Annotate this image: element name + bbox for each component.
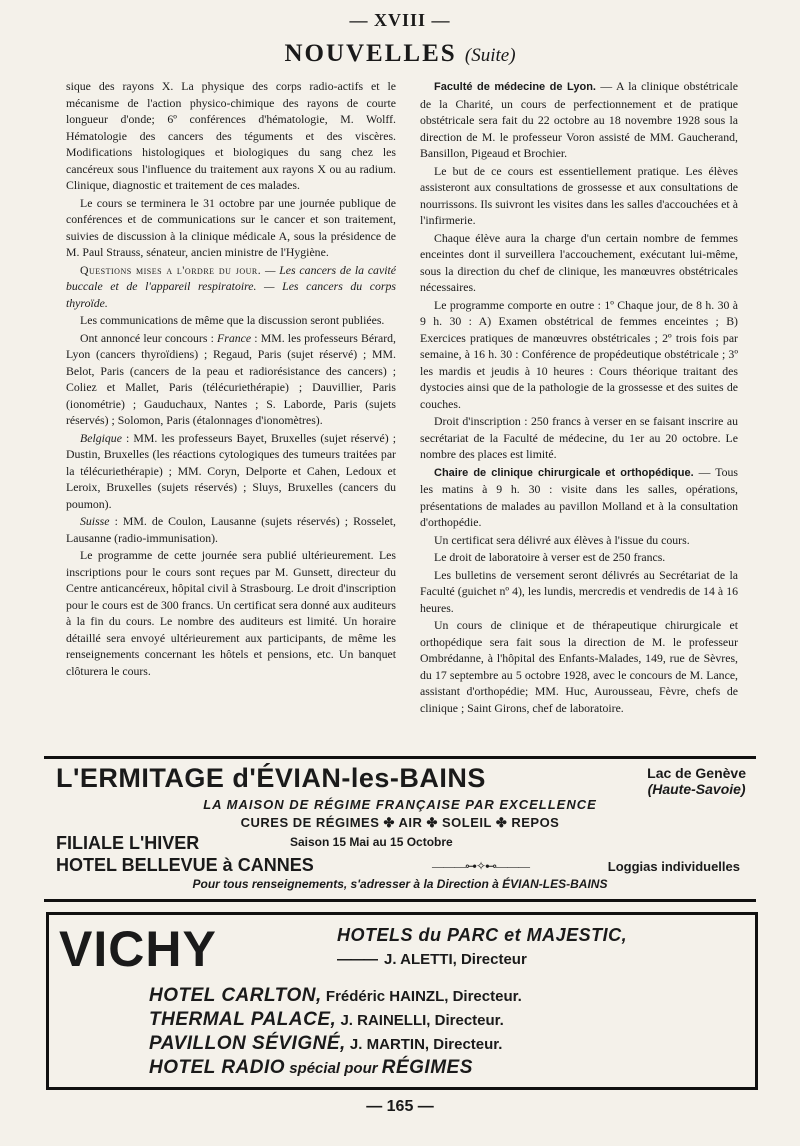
section-title: [0, 40, 800, 68]
chaire-label: Chaire de clinique chirurgicale et orthopédique.: [434, 466, 694, 479]
suisse-text: : MM. de Coulon, Lausanne (sujets réservés) ; Rosselet, Lausanne (radio-immunisation).: [66, 514, 396, 545]
hotel-name: HOTEL CARLTON,: [149, 985, 322, 1006]
ad-vichy-carlton: [149, 985, 522, 1007]
ad-ermitage-cures: CURES DE RÉGIMES ✤ AIR ✤ SOLEIL ✤ REPOS: [240, 815, 560, 830]
paragraph: Un certificat sera délivré aux élèves à l'issue du cours.: [434, 532, 690, 547]
hotel-name: HOTEL RADIO: [149, 1057, 286, 1078]
hotel-name: THERMAL PALACE,: [149, 1009, 337, 1030]
dash-ornament: ———: [337, 951, 376, 968]
radio-regimes: RÉGIMES: [381, 1057, 473, 1078]
lac-text: Lac de Genève: [647, 765, 746, 781]
paragraph-belgique: [66, 430, 396, 513]
ad-ermitage-filiale: FILIALE L'HIVER: [56, 833, 200, 853]
ad-vichy-hotels: [46, 912, 758, 1090]
ad-ermitage-name: L'ERMITAGE d'ÉVIAN-les-BAINS: [56, 763, 486, 793]
title-main: NOUVELLES: [284, 40, 457, 67]
left-column: [66, 78, 396, 750]
intro-text: Ont annoncé leur concours :: [80, 330, 218, 345]
ad-vichy-radio: [149, 1057, 473, 1079]
ad-ermitage-loggias: Loggias individuelles: [607, 859, 740, 874]
paragraph-questions: [66, 262, 396, 312]
folio-roman: — XVIII —: [349, 10, 451, 30]
suisse-label: Suisse: [80, 514, 110, 528]
ad-ermitage-contact: Pour tous renseignements, s'adresser à la Direction à ÉVIAN-LES-BAINS: [192, 877, 608, 891]
paragraph: Droit d'inscription : 250 francs à verser en se faisant inscrire au secrétariat de la Faculté de médecine, du 1er au 20 octobre. Le nombre des places est limité.: [420, 414, 738, 461]
paragraph: Le cours se terminera le 31 octobre par une journée publique de conférences et de communications sur le cancer et son traitement, suivies de discussion à la clinique médicale A, sous la présidence de M. Paul Strauss, sénateur, ancien ministre de l'Hygiène.: [66, 195, 396, 259]
paragraph: Le droit de laboratoire à verser est de 250 francs.: [434, 550, 666, 564]
paragraph-france: [66, 330, 396, 429]
belgique-label: Belgique: [80, 430, 122, 445]
lyon-label: Faculté de médecine de Lyon.: [434, 81, 596, 93]
director: J. MARTIN, Directeur.: [345, 1036, 503, 1053]
paragraph: Les bulletins de versement seront délivrés au Secrétariat de la Faculté (guichet nº 4), les lundis, mercredis et vendredis de 14 à 16 heures.: [420, 567, 738, 615]
ad-ermitage-location: [647, 765, 746, 797]
hotel-name: PAVILLON SÉVIGNÉ,: [149, 1033, 346, 1054]
ad-ermitage-saison: Saison 15 Mai au 15 Octobre: [290, 835, 453, 849]
questions-label: Questions mises a l'ordre du jour.: [80, 262, 262, 277]
paragraph: Le but de ce cours est essentiellement pratique. Les élèves assisteront aux consultations de grossesse et aux consultations de nourrissons. Ils suivront les visites dans les salles d'accouchées et à l'infirmerie.: [420, 163, 738, 227]
paragraph: Les communications de même que la discussion seront publiées.: [80, 313, 385, 327]
region-text: (Haute-Savoie): [647, 781, 746, 797]
aletti-text: J. ALETTI, Directeur: [384, 951, 527, 968]
belgique-text: : MM. les professeurs Bayet, Bruxelles (sujet réservé) ; Dustin, Bruxelles (les réactions cytologiques des tumeurs traitées par la télécuriethérapie) ; MM. Coryn, Delporte et Cahen, Ledoux et Leroix, Bruxelles (sujets réservés) ; Sluys, Bruxelles (cancers du poumon).: [66, 430, 396, 511]
paragraph: sique des rayons X. La physique des corps radio-actifs et le mécanisme de l'action physico-chimique des rayons de courte longueur d'onde; 6º conférences d'hématologie, M. Wolff. Hématologie des cancers des téguments et des viscères. Modifications histologiques et biologiques du sang chez les cancéreux sous l'influence du traitement aux rayons X ou au radium. Clinique, diagnostic et traitement de ces malades.: [66, 79, 396, 192]
page-number: — 165 —: [366, 1098, 434, 1115]
lyon-text: — A la clinique obstétricale de la Charité, un cours de perfectionnement et de pratique obstétricale sera fait du 22 octobre au 18 novembre 1928 sous la direction de M. le professeur Voron assisté de MM. Gaucherand, Bansillon, Pigeaud et Brochier.: [420, 79, 738, 160]
questions-text: — Les cancers de la cavité buccale et de l'appareil respiratoire. — Les cancers du corps thyroïde.: [66, 262, 396, 310]
paragraph: Chaque élève aura la charge d'un certain nombre de femmes enceintes dont il surveillera l'accouchement, exécutant lui-même, sous la direction du chef de clinique, les manœuvres obstétricales nécessaires.: [420, 230, 738, 294]
right-column: [420, 78, 738, 750]
paragraph: Un cours de clinique et de thérapeutique chirurgicale et orthopédique sera fait sous la direction de M. le professeur Ombrédanne, à l'hôpital des Enfants-Malades, 149, rue de Sèvres, du 17 septembre au 5 octobre 1928, avec le concours de M. Lance, assistant d'orthopédie; MM. Huc, Aurousseau, Fèvre, chefs de clinique ; Saint Girons, chef de laboratoire.: [420, 618, 738, 715]
chaire-text: — Tous les matins à 9 h. 30 : visite dans les salles, opérations, présentations de malades au pavillon Molland et à la consultation d'orthopédie.: [420, 464, 738, 529]
paragraph-lyon: [420, 78, 738, 162]
ad-ermitage-slogan: LA MAISON DE RÉGIME FRANÇAISE PAR EXCELLENCE: [203, 797, 597, 812]
paragraph: Le programme de cette journée sera publié ultérieurement. Les inscriptions pour le cours sont reçues par M. Gunsett, directeur du Centre anticancéreux, hôpital civil à Strasbourg. Le droit d'inscription pour le cours est de 300 francs. Un certificat sera donné aux auditeurs à la fin du cours. Le nombre des auditeurs est limité. Un horaire détaillé sera envoyé ultérieurement aux participants, de même les renseignements concernant les hôtels et pensions, etc. Un banquet clôturera le cours.: [66, 548, 396, 678]
paragraph-suisse: [66, 513, 396, 546]
ad-vichy-pavillon: [149, 1033, 502, 1055]
radio-special: spécial pour: [285, 1060, 382, 1077]
ad-ermitage-evian: [44, 756, 756, 902]
ornament-divider: ———⊶✧⊷———: [432, 859, 530, 873]
paragraph: Le programme comporte en outre : 1º Chaque jour, de 8 h. 30 à 9 h. 30 : A) Examen obstétrical de femmes enceintes ; B) Exercices pratiques de manœuvres obstétricales ; 2º trois fois par semaine, à 16 h. 30 : Conférence de propédeutique obstétricale ; 3º les mardis et jeudis à 10 heures : Cours théorique traitant des dystocies ainsi que de la pathologie de la grossesse et des suites de couches.: [420, 297, 738, 411]
director: Frédéric HAINZL, Directeur.: [321, 988, 522, 1005]
france-text: : MM. les professeurs Bérard, Lyon (cancers thyroïdiens) ; Regaud, Paris (sujet réservé) ; MM. Belot, Paris (cancers de la peau et radiorésistance des cancers) ; Coliez et Mallet, Paris (télécuriethérapie) ; Dauvillier, Paris (ionométrie) ; Gauduchaux, Nantes ; S. Laborde, Paris (sujets réservés) ; Solomon, Paris (étalonnages d'ionomètres).: [66, 330, 396, 427]
ad-ermitage-bellevue: HOTEL BELLEVUE à CANNES: [56, 855, 314, 875]
ad-vichy-hotels-line: HOTELS du PARC et MAJESTIC,: [337, 925, 628, 945]
paragraph-chaire: [420, 464, 738, 531]
ad-vichy-thermal: [149, 1009, 504, 1031]
title-suite: (Suite): [464, 45, 516, 66]
director: J. RAINELLI, Directeur.: [336, 1012, 504, 1029]
france-label: France: [217, 330, 252, 345]
ad-vichy-aletti: [337, 951, 527, 968]
ad-vichy-logo: VICHY: [59, 921, 217, 977]
